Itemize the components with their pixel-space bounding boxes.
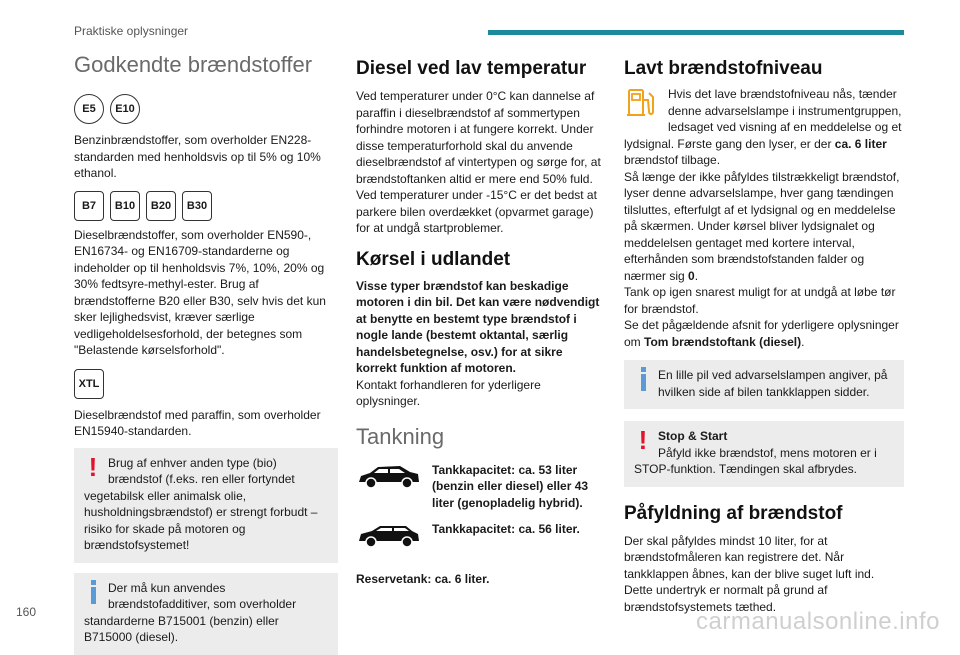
b7-badge-icon: B7 [74, 191, 104, 221]
reserve-text: Reservetank: ca. 6 liter. [356, 572, 490, 586]
low-fuel-paragraph-1: Hvis det lave brændstofniveau nås, tænder denne advarselslampe i instrumentgruppen, ledsaget ved visning af en meddelelse og et lydsignal. Første gang den lyser, er der ca. 6 liter brændstof tilbage. [624, 87, 902, 167]
capacity-text-1: Tankkapacitet: ca. 53 liter (benzin eller diesel) eller 43 liter (genopladelig hybrid). [432, 462, 589, 510]
estate-car-icon [356, 521, 422, 551]
low-fuel-paragraph-2: Så længe der ikke påfyldes tilstrækkeligt brændstof, lyser denne advarselslampe, hver gang tændingen tilsluttes, efterfulgt af et lydsignal og en meddelelse på skærmen. Under kørsel bliver lydsignalet og meddelelsen gentaget med kortere interval, efterhånden som brændstofstanden falder og nærmer sig 0. [624, 169, 900, 283]
diesel-cold-text: Ved temperaturer under 0°C kan dannelse af paraffin i dieselbrændstof af sommertypen forhindre motoren i at fungere korrekt. Under disse temperaturforhold skal du anvende dieselbrændstof af vintertypen og sørge for, at brændstoftanken altid er mere end 50% fuld. Ved temperaturer under -15°C er det bedst at parkere bilen overdækket (opvarmet garage) for at undgå startproblemer. [356, 89, 601, 235]
warning-icon: ! [638, 425, 648, 455]
xtl-text: Dieselbrændstof med paraffin, som overholder EN15940-standarden. [74, 407, 321, 438]
low-fuel-paragraph-4: Se det pågældende afsnit for yderligere oplysninger om Tom brændstoftank (diesel). [624, 318, 899, 349]
petrol-text: Benzinbrændstoffer, som overholder EN228-standarden med henholdsvis op til 5% og 10% ethanol. [74, 133, 321, 180]
tank-title: Tankning [356, 423, 445, 449]
column-diesel [356, 58, 606, 588]
low-fuel-paragraph-3: Tank op igen snarest muligt for at undgå at løbe tør for brændstof. [624, 285, 896, 316]
abroad-title: Kørsel i udlandet [356, 248, 511, 270]
warning-icon: ! [88, 451, 98, 482]
column-low-fuel [624, 58, 904, 615]
refuel-title: Påfyldning af brændstof [624, 502, 843, 524]
b30-badge-icon: B30 [182, 191, 212, 221]
fuel-flap-info-box [624, 360, 904, 409]
b20-badge-icon: B20 [146, 191, 176, 221]
b10-badge-icon: B10 [110, 191, 140, 221]
capacity-row-1 [356, 462, 606, 512]
suv-car-icon [356, 462, 422, 492]
page-header-text: Praktiske oplysninger [74, 24, 189, 38]
column-fuels [74, 52, 338, 655]
xtl-badge-icon: XTL [74, 369, 104, 399]
low-fuel-title: Lavt brændstofniveau [624, 58, 823, 79]
additive-info-box [74, 573, 338, 655]
page-number: 160 [16, 605, 37, 619]
stop-start-warning-box [624, 421, 904, 487]
stop-start-text: Påfyld ikke brændstof, mens motoren er i STOP-funktion. Tændingen skal afbrydes. [634, 445, 877, 476]
diesel-badges [74, 191, 338, 221]
xtl-badges [74, 369, 338, 399]
info-icon [84, 580, 102, 606]
header-accent-bar [488, 30, 904, 35]
diesel-text: Dieselbrændstoffer, som overholder EN590-, EN16734- og EN16709-standarderne og indeholder op til henholdsvis 7%, 10%, 20% og 30% fedtsyre-methyl-ester. Brug af brændstofferne B20 eller B30, selv hvis det kun sker lejlighedsvist, kræver særlige vedligeholdelsesforhold, der betegnes som "Belastende kørselsforhold". [74, 227, 326, 357]
petrol-badges [74, 94, 338, 124]
watermark: carmanualsonline.info [696, 608, 940, 635]
e10-badge-icon: E10 [110, 94, 140, 124]
stop-start-title: Stop & Start [658, 429, 728, 443]
fuel-warning-text: Brug af enhver anden type (bio) brændstof (f.eks. ren eller fortyndet vegetabilsk eller animalsk olie, husholdningsbrændstof) er strengt forbudt – risiko for skade på motoren og brændstofsystemet! [84, 455, 318, 552]
diesel-cold-title: Diesel ved lav temperatur [356, 58, 587, 79]
fuel-flap-info-text: En lille pil ved advarselslampen angiver, på hvilken side af bilen tankklappen sidder. [658, 368, 888, 399]
fuels-title: Godkendte brændstoffer [74, 52, 313, 77]
e5-badge-icon: E5 [74, 94, 104, 124]
fuel-warning-box [74, 448, 338, 563]
abroad-bold-text: Visse typer brændstof kan beskadige motoren i din bil. Det kan være nødvendigt at benytte en bestemt type brændstof i nogle lande (bestemt oktantal, særlig handelsbetegnelse, osv.) for at sikre korrekt funktion af motoren. [356, 278, 600, 375]
refuel-text: Der skal påfyldes mindst 10 liter, for at brændstofmåleren kan registrere det. Når tankklappen åbnes, kan der blive suget luft ind. Dette undertryk er normalt på grund af brændstofsystemets tæthed. [624, 533, 875, 614]
additive-info-text: Der må kun anvendes brændstofadditiver, som overholder standarderne B715001 (benzin) eller B715000 (diesel). [84, 580, 297, 644]
capacity-text-2: Tankkapacitet: ca. 56 liter. [432, 522, 580, 536]
capacity-row-2 [356, 521, 606, 551]
fuel-pump-warning-icon [624, 86, 660, 122]
info-icon [634, 367, 652, 393]
abroad-text: Kontakt forhandleren for yderligere oplysninger. [356, 377, 541, 408]
